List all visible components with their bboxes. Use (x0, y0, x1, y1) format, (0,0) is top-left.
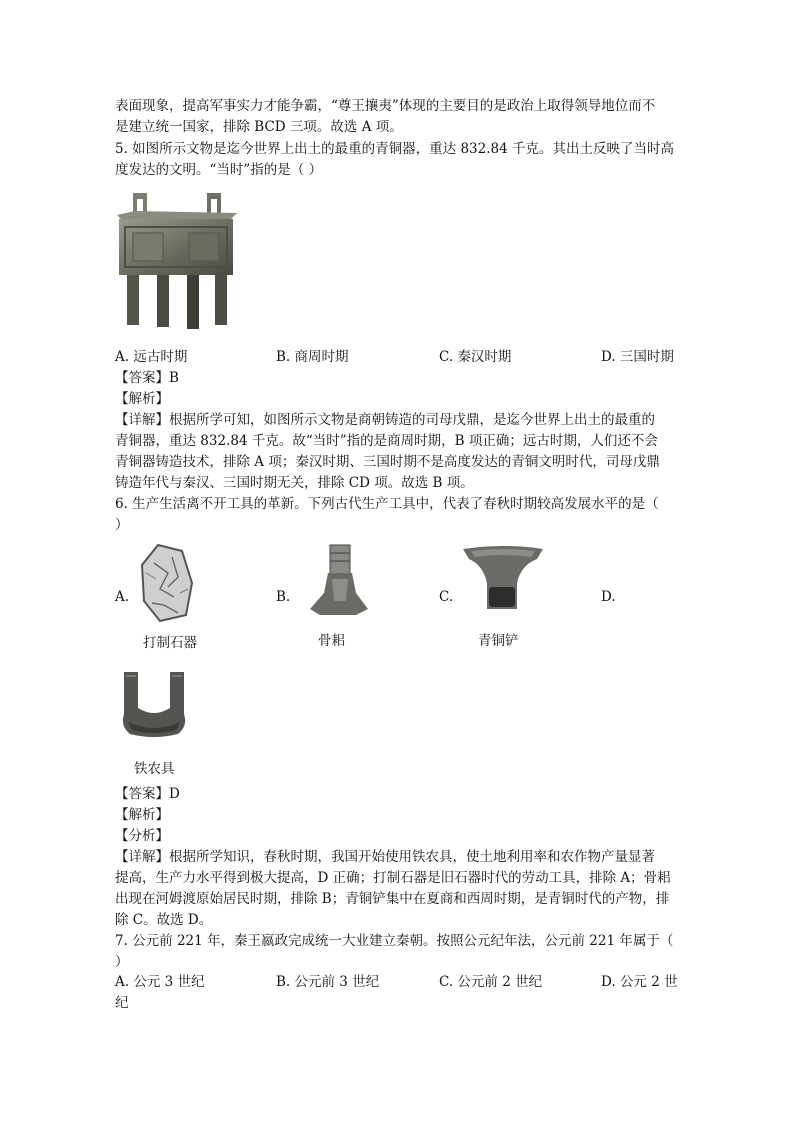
q5-option-d: D. 三国时期 (601, 349, 674, 365)
q5-stem-line-1: 5. 如图所示文物是迄今世界上出土的最重的青铜器，重达 832.84 千克。其出土反映了当时高 (115, 141, 674, 157)
q7-option-d-wrap: 纪 (115, 995, 129, 1011)
q5-detail-3: 青铜器铸造技术，排除 A 项；秦汉时期、三国时期不是高度发达的青铜文明时代，司母戊鼎 (115, 454, 660, 470)
iron-farm-tool-image (118, 668, 190, 740)
q6-option-d: D. (601, 589, 616, 605)
q7-option-a: A. 公元 3 世纪 (115, 974, 205, 990)
q6-detail-3: 出现在河姆渡原始居民时期，排除 B；青铜铲集中在夏商和西周时期，是青铜时代的产物，排 (115, 891, 670, 907)
q5-analysis: 【解析】 (115, 391, 169, 407)
q6-stem-line-1: 6. 生产生活离不开工具的革新。下列古代生产工具中，代表了春秋时期较高发展水平的是（ (115, 496, 659, 512)
q5-option-b: B. 商周时期 (276, 349, 349, 365)
q5-detail-2: 青铜器，重达 832.84 千克。故“当时”指的是商周时期，B 项正确；远古时期，人们还不会 (115, 433, 658, 449)
q7-option-d: D. 公元 2 世 (601, 974, 678, 990)
q6-detail-2: 提高，生产力水平得到极大提高，D 正确；打制石器是旧石器时代的劳动工具，排除 A；骨耜 (115, 870, 671, 886)
q5-stem-line-2: 度发达的文明。“当时”指的是（ ） (115, 162, 323, 178)
q5-answer: 【答案】B (115, 370, 179, 386)
q6-caption-d: 铁农具 (134, 761, 175, 777)
q6-answer: 【答案】D (115, 786, 180, 802)
chipped-stone-image (138, 543, 196, 623)
q6-caption-b: 骨耜 (318, 633, 345, 649)
q5-detail-4: 铸造年代与秦汉、三国时期无关，排除 CD 项。故选 B 项。 (115, 475, 474, 491)
q6-fenxi: 【分析】 (115, 828, 169, 844)
q5-option-c: C. 秦汉时期 (439, 349, 512, 365)
q6-analysis: 【解析】 (115, 807, 169, 823)
bronze-ding-image (113, 189, 241, 335)
q6-detail-4: 除 C。故选 D。 (115, 912, 213, 928)
q7-stem-line-1: 7. 公元前 221 年，秦王嬴政完成统一大业建立秦朝。按照公元纪年法，公元前 221 年属于（ (115, 933, 674, 949)
q7-option-c: C. 公元前 2 世纪 (439, 974, 543, 990)
q7-option-b: B. 公元前 3 世纪 (276, 974, 380, 990)
q6-option-a: A. (115, 589, 130, 605)
q6-stem-line-2: ） (115, 517, 129, 533)
bone-si-image (306, 543, 372, 619)
bronze-shovel-image (461, 543, 545, 613)
q7-stem-line-2: ） (115, 954, 129, 970)
intro-line-2: 是建立统一国家，排除 BCD 三项。故选 A 项。 (115, 119, 403, 135)
q6-caption-a: 打制石器 (143, 635, 197, 651)
q5-option-a: A. 远古时期 (115, 349, 188, 365)
q6-detail-1: 【详解】根据所学知识，春秋时期，我国开始使用铁农具，使土地利用率和农作物产量显著 (115, 849, 655, 865)
q5-detail-1: 【详解】根据所学可知，如图所示文物是商朝铸造的司母戊鼎，是迄今世界上出土的最重的 (115, 412, 655, 428)
q6-caption-c: 青铜铲 (478, 633, 519, 649)
q6-option-c: C. (439, 589, 454, 605)
intro-line-1: 表面现象，提高军事实力才能争霸，“尊王攘夷”体现的主要目的是政治上取得领导地位而不 (115, 98, 656, 114)
q6-option-b: B. (276, 589, 291, 605)
